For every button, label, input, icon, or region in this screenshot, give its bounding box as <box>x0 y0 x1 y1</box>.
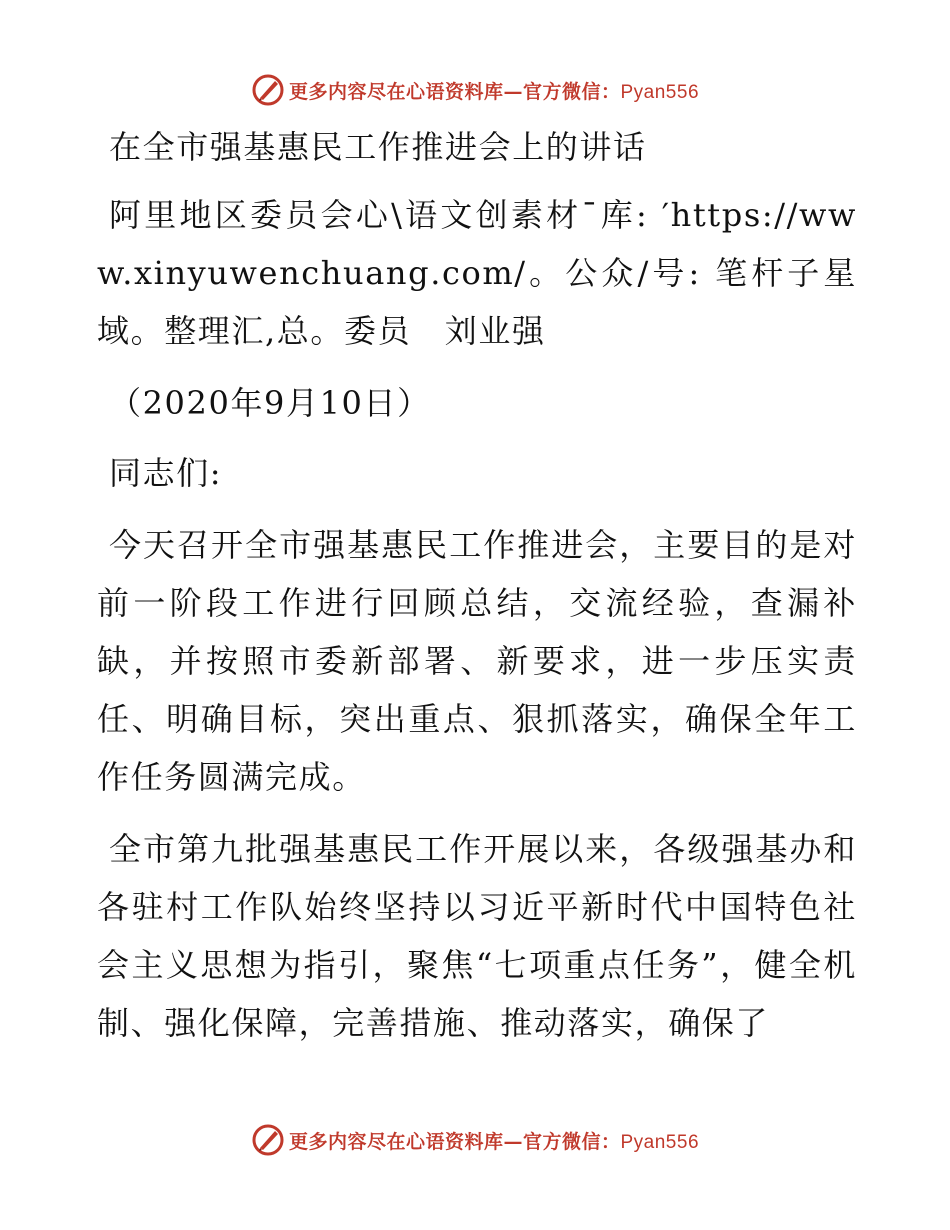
speech-date: （2020年9月10日） <box>109 384 431 422</box>
body-paragraph-2: 全市第九批强基惠民工作开展以来，各级强基办和各驻村工作队始终坚持以习近平新时代中国特色社会主义思想为指引，聚焦“七项重点任务”，健全机制、强化保障，完善措施、推动落实，确保了 <box>97 830 857 1042</box>
footer-wechat-handle: Pyan556 <box>620 1131 700 1153</box>
document-body <box>97 118 857 1066</box>
author-line: 阿里地区委员会心\语文创素材¯库: ′https://www.xinyuwenchuang.com/。公众/号: 笔杆子星域。整理汇,总。委员 刘业强 <box>97 196 857 350</box>
pen-logo-icon <box>251 73 285 107</box>
pen-logo-icon <box>251 1123 285 1157</box>
salutation: 同志们: <box>109 454 223 492</box>
footer-banner-text: 更多内容尽在心语资料库—官方微信：Pyan556 <box>288 1130 700 1153</box>
header-banner <box>0 70 950 110</box>
header-banner-text: 更多内容尽在心语资料库—官方微信：Pyan556 <box>288 80 700 103</box>
body-paragraph-1: 今天召开全市强基惠民工作推进会，主要目的是对前一阶段工作进行回顾总结，交流经验，查漏补缺，并按照市委新部署、新要求，进一步压实责任、明确目标，突出重点、狠抓落实，确保全年工作任务圆满完成。 <box>97 526 857 796</box>
document-title: 在全市强基惠民工作推进会上的讲话 <box>109 128 647 166</box>
footer-banner <box>0 1120 950 1160</box>
header-wechat-handle: Pyan556 <box>620 81 700 103</box>
